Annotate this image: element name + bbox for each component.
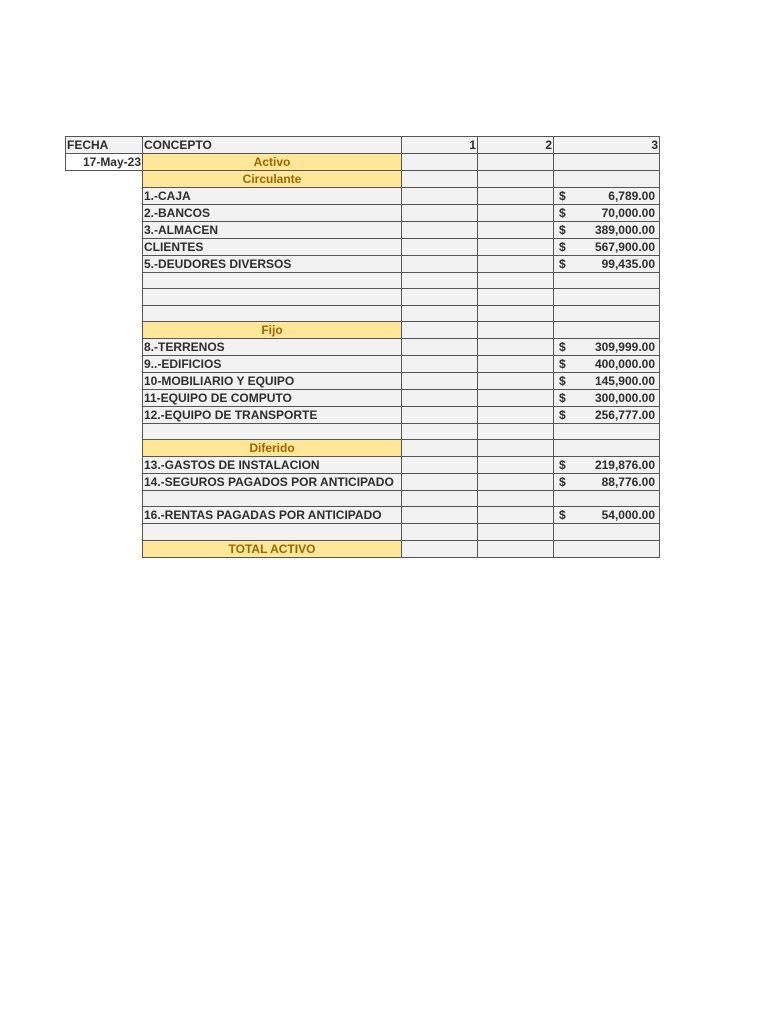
account-row bbox=[66, 222, 660, 239]
currency-symbol: $ bbox=[559, 508, 566, 523]
currency-symbol: $ bbox=[559, 206, 566, 220]
amount-value: 219,876.00 bbox=[594, 458, 655, 472]
value-cell-col-2[interactable] bbox=[478, 188, 554, 205]
value-cell-col-3[interactable] bbox=[554, 289, 660, 305]
value-cell-col-1[interactable] bbox=[402, 372, 478, 389]
blank-cell bbox=[66, 524, 143, 540]
value-cell-col-3[interactable] bbox=[554, 171, 660, 188]
value-cell-col-1[interactable] bbox=[402, 338, 478, 355]
value-cell-col-3[interactable] bbox=[554, 222, 660, 239]
account-row bbox=[66, 355, 660, 372]
concept-cell[interactable] bbox=[143, 305, 402, 321]
value-cell-col-1[interactable] bbox=[402, 305, 478, 321]
value-cell-col-3[interactable] bbox=[554, 457, 660, 474]
blank-cell bbox=[66, 440, 143, 457]
amount bbox=[555, 373, 658, 389]
empty-row bbox=[66, 305, 660, 321]
header-col-2[interactable]: 2 bbox=[478, 137, 554, 154]
header-fecha[interactable]: FECHA bbox=[66, 137, 143, 154]
value-cell-col-2[interactable] bbox=[478, 273, 554, 289]
value-cell-col-1[interactable] bbox=[402, 524, 478, 540]
value-cell-col-1[interactable] bbox=[402, 205, 478, 222]
account-row bbox=[66, 239, 660, 256]
value-cell-col-2[interactable] bbox=[478, 239, 554, 256]
blank-cell bbox=[66, 491, 143, 507]
value-cell-col-3[interactable] bbox=[554, 389, 660, 406]
blank-cell bbox=[66, 355, 143, 372]
value-cell-col-1[interactable] bbox=[402, 389, 478, 406]
blank-cell bbox=[66, 507, 143, 524]
value-cell-col-1[interactable] bbox=[402, 154, 478, 171]
concept-cell[interactable]: 3.-ALMACEN bbox=[143, 222, 402, 239]
concept-cell[interactable]: 10-MOBILIARIO Y EQUIPO bbox=[143, 372, 402, 389]
concept-cell[interactable]: 13.-GASTOS DE INSTALACION bbox=[143, 457, 402, 474]
concept-cell[interactable] bbox=[143, 289, 402, 305]
value-cell-col-1[interactable] bbox=[402, 540, 478, 557]
value-cell-col-1[interactable] bbox=[402, 457, 478, 474]
value-cell-col-2[interactable] bbox=[478, 524, 554, 540]
amount-value: 6,789.00 bbox=[608, 189, 655, 203]
blank-cell bbox=[66, 188, 143, 205]
account-row bbox=[66, 389, 660, 406]
account-row bbox=[66, 338, 660, 355]
value-cell-col-2[interactable] bbox=[478, 372, 554, 389]
value-cell-col-2[interactable] bbox=[478, 305, 554, 321]
value-cell-col-1[interactable] bbox=[402, 423, 478, 439]
value-cell-col-2[interactable] bbox=[478, 440, 554, 457]
value-cell-col-2[interactable] bbox=[478, 457, 554, 474]
amount-value: 70,000.00 bbox=[601, 206, 655, 220]
value-cell-col-3[interactable] bbox=[554, 239, 660, 256]
concept-cell[interactable] bbox=[143, 524, 402, 540]
currency-symbol: $ bbox=[559, 240, 566, 254]
amount bbox=[555, 474, 658, 490]
blank-cell bbox=[66, 474, 143, 491]
value-cell-col-3[interactable] bbox=[554, 305, 660, 321]
blank-cell bbox=[66, 205, 143, 222]
value-cell-col-2[interactable] bbox=[478, 389, 554, 406]
value-cell-col-3[interactable] bbox=[554, 423, 660, 439]
section-row bbox=[66, 154, 660, 171]
amount bbox=[555, 188, 658, 204]
blank-cell bbox=[66, 540, 143, 557]
amount bbox=[555, 356, 658, 372]
concept-cell[interactable] bbox=[143, 273, 402, 289]
blank-cell bbox=[66, 256, 143, 273]
concept-cell[interactable]: 5.-DEUDORES DIVERSOS bbox=[143, 256, 402, 273]
amount-value: 88,776.00 bbox=[601, 475, 655, 489]
amount-value: 300,000.00 bbox=[594, 390, 655, 405]
concept-cell[interactable] bbox=[143, 491, 402, 507]
amount-value: 145,900.00 bbox=[594, 373, 655, 388]
value-cell-col-2[interactable] bbox=[478, 540, 554, 557]
value-cell-col-2[interactable] bbox=[478, 423, 554, 439]
balance-sheet-table bbox=[65, 136, 660, 558]
value-cell-col-1[interactable] bbox=[402, 188, 478, 205]
value-cell-col-1[interactable] bbox=[402, 406, 478, 423]
concept-cell[interactable]: 1.-CAJA bbox=[143, 188, 402, 205]
currency-symbol: $ bbox=[559, 223, 566, 237]
value-cell-col-3[interactable] bbox=[554, 355, 660, 372]
header-concepto[interactable]: CONCEPTO bbox=[143, 137, 402, 154]
value-cell-col-2[interactable] bbox=[478, 338, 554, 355]
amount-value: 256,777.00 bbox=[594, 407, 655, 422]
section-label-cell[interactable]: TOTAL ACTIVO bbox=[143, 540, 402, 557]
currency-symbol: $ bbox=[559, 373, 566, 388]
amount bbox=[555, 457, 658, 473]
value-cell-col-2[interactable] bbox=[478, 321, 554, 338]
account-row bbox=[66, 372, 660, 389]
value-cell-col-3[interactable] bbox=[554, 440, 660, 457]
blank-cell bbox=[66, 222, 143, 239]
value-cell-col-1[interactable] bbox=[402, 222, 478, 239]
amount-value: 54,000.00 bbox=[601, 508, 655, 523]
account-row bbox=[66, 256, 660, 273]
value-cell-col-3[interactable] bbox=[554, 540, 660, 557]
concept-cell[interactable]: 9..-EDIFICIOS bbox=[143, 355, 402, 372]
value-cell-col-2[interactable] bbox=[478, 222, 554, 239]
concept-cell[interactable]: 8.-TERRENOS bbox=[143, 338, 402, 355]
concept-cell[interactable]: 16.-RENTAS PAGADAS POR ANTICIPADO bbox=[143, 507, 402, 524]
empty-row bbox=[66, 423, 660, 439]
currency-symbol: $ bbox=[559, 390, 566, 405]
amount bbox=[555, 390, 658, 406]
account-row bbox=[66, 507, 660, 524]
concept-cell[interactable]: 11-EQUIPO DE COMPUTO bbox=[143, 389, 402, 406]
amount-value: 389,000.00 bbox=[594, 223, 655, 237]
amount bbox=[555, 507, 658, 523]
account-row bbox=[66, 406, 660, 423]
section-row bbox=[66, 540, 660, 557]
value-cell-col-3[interactable] bbox=[554, 321, 660, 338]
amount bbox=[555, 407, 658, 423]
value-cell-col-2[interactable] bbox=[478, 256, 554, 273]
value-cell-col-2[interactable] bbox=[478, 507, 554, 524]
value-cell-col-2[interactable] bbox=[478, 171, 554, 188]
value-cell-col-2[interactable] bbox=[478, 154, 554, 171]
section-row bbox=[66, 171, 660, 188]
currency-symbol: $ bbox=[559, 475, 566, 489]
concept-cell[interactable]: 2.-BANCOS bbox=[143, 205, 402, 222]
account-row bbox=[66, 188, 660, 205]
empty-row bbox=[66, 289, 660, 305]
section-row bbox=[66, 440, 660, 457]
value-cell-col-3[interactable] bbox=[554, 491, 660, 507]
value-cell-col-1[interactable] bbox=[402, 321, 478, 338]
value-cell-col-2[interactable] bbox=[478, 491, 554, 507]
amount bbox=[555, 239, 658, 255]
value-cell-col-2[interactable] bbox=[478, 474, 554, 491]
value-cell-col-3[interactable] bbox=[554, 188, 660, 205]
value-cell-col-1[interactable] bbox=[402, 289, 478, 305]
blank-cell bbox=[66, 372, 143, 389]
value-cell-col-2[interactable] bbox=[478, 406, 554, 423]
amount-value: 309,999.00 bbox=[594, 339, 655, 354]
value-cell-col-1[interactable] bbox=[402, 256, 478, 273]
value-cell-col-3[interactable] bbox=[554, 406, 660, 423]
value-cell-col-2[interactable] bbox=[478, 355, 554, 372]
date-cell[interactable]: 17-May-23 bbox=[66, 154, 143, 171]
blank-cell bbox=[66, 305, 143, 321]
value-cell-col-3[interactable] bbox=[554, 205, 660, 222]
concept-cell[interactable]: CLIENTES bbox=[143, 239, 402, 256]
value-cell-col-1[interactable] bbox=[402, 171, 478, 188]
blank-cell bbox=[66, 239, 143, 256]
value-cell-col-1[interactable] bbox=[402, 440, 478, 457]
blank-cell bbox=[66, 389, 143, 406]
concept-cell[interactable] bbox=[143, 423, 402, 439]
blank-cell bbox=[66, 338, 143, 355]
section-label-cell[interactable]: Diferido bbox=[143, 440, 402, 457]
header-col-3[interactable]: 3 bbox=[554, 137, 660, 154]
section-label-cell[interactable]: Circulante bbox=[143, 171, 402, 188]
concept-cell[interactable]: 12.-EQUIPO DE TRANSPORTE bbox=[143, 406, 402, 423]
amount bbox=[555, 339, 658, 355]
value-cell-col-3[interactable] bbox=[554, 256, 660, 273]
concept-cell[interactable]: 14.-SEGUROS PAGADOS POR ANTICIPADO bbox=[143, 474, 402, 491]
value-cell-col-1[interactable] bbox=[402, 239, 478, 256]
value-cell-col-1[interactable] bbox=[402, 491, 478, 507]
amount-value: 400,000.00 bbox=[594, 356, 655, 371]
currency-symbol: $ bbox=[559, 458, 566, 472]
section-label-cell[interactable]: Activo bbox=[143, 154, 402, 171]
blank-cell bbox=[66, 171, 143, 188]
empty-row bbox=[66, 273, 660, 289]
header-row bbox=[66, 137, 660, 154]
value-cell-col-3[interactable] bbox=[554, 507, 660, 524]
value-cell-col-1[interactable] bbox=[402, 474, 478, 491]
currency-symbol: $ bbox=[559, 407, 566, 422]
amount-value: 99,435.00 bbox=[601, 257, 655, 271]
value-cell-col-3[interactable] bbox=[554, 474, 660, 491]
currency-symbol: $ bbox=[559, 339, 566, 354]
section-label-cell[interactable]: Fijo bbox=[143, 321, 402, 338]
section-row bbox=[66, 321, 660, 338]
blank-cell bbox=[66, 289, 143, 305]
value-cell-col-1[interactable] bbox=[402, 355, 478, 372]
amount bbox=[555, 222, 658, 238]
currency-symbol: $ bbox=[559, 356, 566, 371]
account-row bbox=[66, 457, 660, 474]
value-cell-col-3[interactable] bbox=[554, 154, 660, 171]
value-cell-col-2[interactable] bbox=[478, 205, 554, 222]
value-cell-col-1[interactable] bbox=[402, 273, 478, 289]
amount-value: 567,900.00 bbox=[594, 240, 655, 254]
value-cell-col-2[interactable] bbox=[478, 289, 554, 305]
currency-symbol: $ bbox=[559, 257, 566, 271]
blank-cell bbox=[66, 457, 143, 474]
currency-symbol: $ bbox=[559, 189, 566, 203]
amount bbox=[555, 256, 658, 272]
amount bbox=[555, 205, 658, 221]
value-cell-col-3[interactable] bbox=[554, 372, 660, 389]
account-row bbox=[66, 474, 660, 491]
value-cell-col-3[interactable] bbox=[554, 338, 660, 355]
value-cell-col-3[interactable] bbox=[554, 524, 660, 540]
empty-row bbox=[66, 491, 660, 507]
value-cell-col-1[interactable] bbox=[402, 507, 478, 524]
blank-cell bbox=[66, 423, 143, 439]
sheet-body bbox=[66, 137, 660, 558]
blank-cell bbox=[66, 321, 143, 338]
header-col-1[interactable]: 1 bbox=[402, 137, 478, 154]
blank-cell bbox=[66, 406, 143, 423]
value-cell-col-3[interactable] bbox=[554, 273, 660, 289]
empty-row bbox=[66, 524, 660, 540]
account-row bbox=[66, 205, 660, 222]
blank-cell bbox=[66, 273, 143, 289]
